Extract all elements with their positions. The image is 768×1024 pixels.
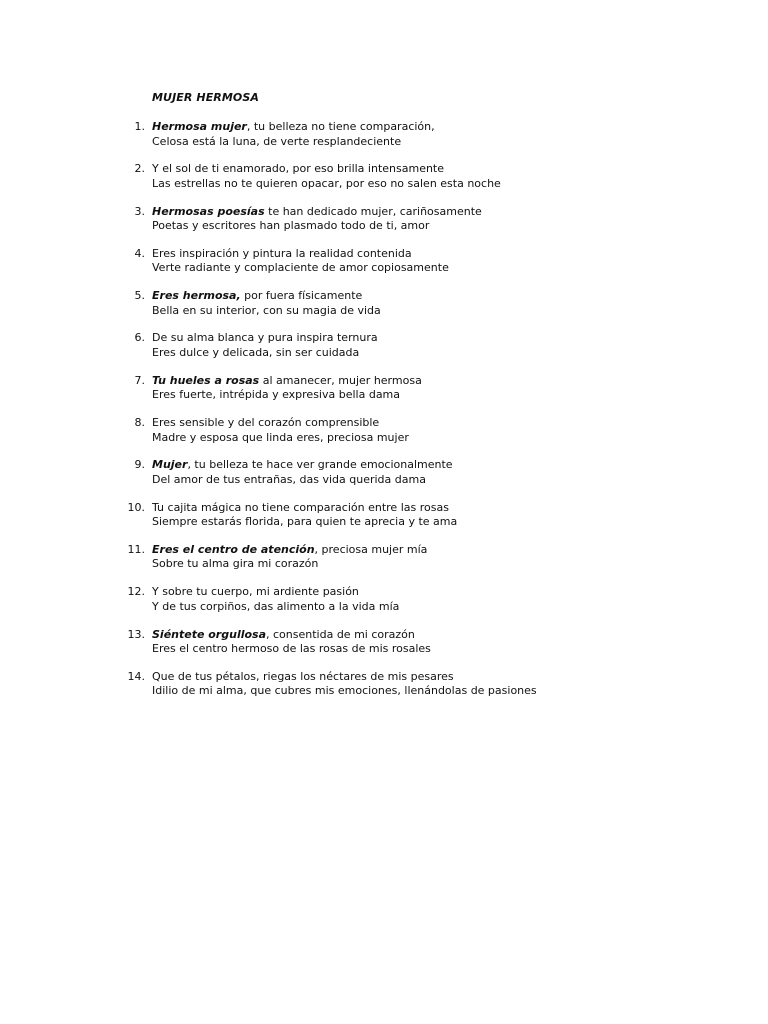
verse-line: Poetas y escritores han plasmado todo de ti, amor [152,219,430,233]
verse-line: Celosa está la luna, de verte resplandeciente [152,134,402,148]
verse-emphasis: Siéntete orgullosa [152,627,267,641]
stanza-number: 6. [134,331,145,345]
verse-text: De su alma blanca y pura inspira ternura [152,331,378,345]
verse-text: , tu belleza te hace ver grande emocionalmente [187,458,453,472]
verse-line [152,416,409,431]
stanza-number: 3. [134,204,145,218]
verse-text: Eres sensible y del corazón comprensible [152,416,380,430]
verse-line: Madre y esposa que linda eres, preciosa mujer [152,430,409,444]
verse-line [152,374,422,389]
verse-emphasis: Eres hermosa, [152,289,241,303]
verse-line [152,458,453,473]
stanza [0,247,768,275]
stanza [0,289,768,317]
stanza-lines [152,416,409,445]
stanza-lines [152,585,399,614]
verse-emphasis: Hermosas poesías [152,204,265,218]
verse-text: te han dedicado mujer, cariñosamente [264,204,482,218]
verse-line [152,205,482,220]
stanza-number: 2. [134,162,145,176]
verse-line [152,331,378,346]
stanza-lines [152,289,381,318]
stanza-number: 14. [127,669,145,683]
verse-emphasis: Mujer [152,458,188,472]
verse-line: Eres el centro hermoso de las rosas de mis rosales [152,642,431,656]
verse-line: Sobre tu alma gira mi corazón [152,557,319,571]
verse-text: por fuera físicamente [240,289,363,303]
verse-line: Idilio de mi alma, que cubres mis emociones, llenándolas de pasiones [152,684,537,698]
poem-stanza-list [0,120,768,712]
verse-line [152,501,457,516]
verse-line: Y de tus corpiños, das alimento a la vida mía [152,599,400,613]
stanza-lines [152,501,457,530]
stanza-number: 5. [134,289,145,303]
stanza-lines [152,331,378,360]
stanza-lines [152,374,422,403]
verse-text: Eres inspiración y pintura la realidad contenida [152,246,412,260]
stanza [0,458,768,486]
stanza [0,162,768,190]
stanza-number: 11. [127,542,145,556]
poem-title: MUJER HERMOSA [152,91,260,104]
verse-line: Las estrellas no te quieren opacar, por eso no salen esta noche [152,176,501,190]
stanza-number: 8. [134,416,145,430]
verse-text: Y sobre tu cuerpo, mi ardiente pasión [152,585,359,599]
stanza-number: 12. [127,585,145,599]
verse-line: Eres dulce y delicada, sin ser cuidada [152,345,360,359]
stanza-number: 13. [127,627,145,641]
stanza-lines [152,628,431,657]
verse-line: Eres fuerte, intrépida y expresiva bella dama [152,388,401,402]
verse-line [152,585,399,600]
verse-line: Siempre estarás florida, para quien te aprecia y te ama [152,515,458,529]
stanza-lines [152,458,453,487]
stanza [0,205,768,233]
stanza-lines [152,247,449,276]
verse-line [152,162,501,177]
verse-line [152,670,537,685]
stanza [0,670,768,698]
verse-text: al amanecer, mujer hermosa [259,373,422,387]
verse-line: Del amor de tus entrañas, das vida querida dama [152,472,426,486]
stanza [0,628,768,656]
verse-line: Verte radiante y complaciente de amor copiosamente [152,261,449,275]
verse-line [152,289,381,304]
stanza-number: 9. [134,458,145,472]
verse-text: , preciosa mujer mía [314,542,428,556]
verse-text: , consentida de mi corazón [266,627,415,641]
verse-emphasis: Tu hueles a rosas [152,373,260,387]
verse-line [152,628,431,643]
verse-line: Bella en su interior, con su magia de vida [152,303,381,317]
stanza-lines [152,205,482,234]
verse-text: Y el sol de ti enamorado, por eso brilla intensamente [152,162,445,176]
verse-line [152,543,427,558]
stanza-number: 7. [134,373,145,387]
stanza [0,416,768,444]
verse-text: Que de tus pétalos, riegas los néctares de mis pesares [152,669,454,683]
verse-text: Tu cajita mágica no tiene comparación entre las rosas [152,500,449,514]
stanza-lines [152,670,537,699]
stanza [0,331,768,359]
verse-emphasis: Eres el centro de atención [152,542,315,556]
stanza-lines [152,162,501,191]
stanza [0,374,768,402]
stanza [0,120,768,148]
verse-text: , tu belleza no tiene comparación, [246,120,435,133]
stanza-lines [152,543,427,572]
verse-emphasis: Hermosa mujer [152,120,247,133]
stanza-number: 4. [134,246,145,260]
stanza-number: 10. [127,500,145,514]
stanza [0,543,768,571]
stanza [0,501,768,529]
stanza [0,585,768,613]
stanza-lines [152,120,435,149]
verse-line [152,247,449,262]
verse-line [152,120,435,135]
stanza-number: 1. [134,120,145,133]
